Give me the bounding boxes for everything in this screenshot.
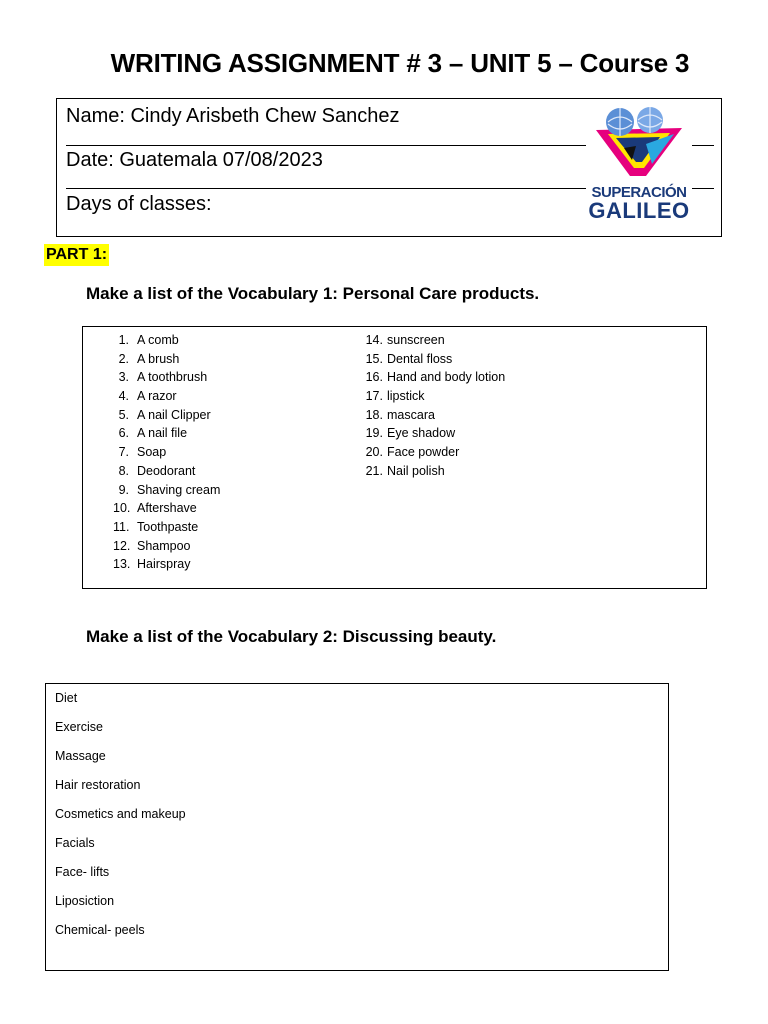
list-item [113, 406, 220, 425]
list-item: Face- lifts [55, 865, 110, 879]
list-item: Hair restoration [55, 778, 141, 792]
list-item-text: Shampoo [137, 538, 191, 553]
list-item-number: 16. [365, 370, 383, 385]
list-item-number: 19. [365, 426, 383, 441]
list-item [113, 443, 220, 462]
list-item-text: Hairspray [137, 557, 191, 572]
list-item-text: A razor [137, 389, 177, 404]
name-underline-end [692, 145, 714, 146]
list-item [363, 424, 505, 443]
list-item [363, 443, 505, 462]
list-item-text: sunscreen [387, 333, 445, 347]
list-item-number: 8. [118, 463, 129, 478]
list-item-text: lipstick [387, 389, 425, 404]
list-item: Facials [55, 836, 95, 850]
superacion-galileo-logo [584, 104, 694, 224]
list-item [113, 518, 220, 537]
vocab1-box [82, 326, 707, 589]
list-item-number: 18. [365, 407, 383, 422]
list-item-text: Aftershave [137, 501, 197, 516]
vocab2-heading: Make a list of the Vocabulary 2: Discussing beauty. [86, 627, 497, 646]
list-item-number: 17. [365, 389, 383, 404]
list-item-number: 3. [118, 370, 129, 385]
list-item [113, 424, 220, 443]
list-item: Cosmetics and makeup [55, 807, 186, 821]
list-item-text: A nail file [137, 426, 188, 441]
list-item-text: A comb [137, 333, 179, 347]
list-item-text: Soap [137, 445, 167, 460]
vocab2-list [55, 688, 186, 949]
list-item-number: 14. [365, 333, 383, 347]
list-item [113, 368, 220, 387]
list-item [113, 499, 220, 518]
vocab1-column-1 [113, 331, 220, 574]
list-item-text: Face powder [387, 445, 460, 460]
list-item-number: 15. [365, 351, 383, 366]
list-item-number: 21. [365, 463, 383, 478]
list-item [113, 537, 220, 556]
logo-emblem-icon [584, 104, 694, 184]
list-item-text: Nail polish [387, 463, 445, 478]
list-item [363, 406, 505, 425]
list-item [363, 331, 505, 350]
list-item [113, 462, 220, 481]
list-item-number: 11. [113, 519, 130, 534]
list-item-number: 13. [113, 557, 131, 572]
name-underline [66, 145, 586, 146]
list-item [113, 481, 220, 500]
list-item: Exercise [55, 720, 103, 734]
list-item-text: A toothbrush [137, 370, 208, 385]
list-item-number: 7. [118, 445, 129, 460]
list-item [363, 387, 505, 406]
list-item-number: 2. [118, 351, 129, 366]
logo-text-galileo: GALILEO [588, 198, 690, 223]
list-item-number: 1. [118, 333, 129, 347]
days-field: Days of classes: [66, 193, 212, 215]
list-item-text: mascara [387, 407, 435, 422]
name-field: Name: Cindy Arisbeth Chew Sanchez [66, 105, 400, 127]
list-item-text: Eye shadow [387, 426, 456, 441]
list-item-number: 12. [113, 538, 131, 553]
list-item-text: Deodorant [137, 463, 196, 478]
list-item-number: 5. [118, 407, 129, 422]
date-underline [66, 188, 586, 189]
list-item: Chemical- peels [55, 923, 145, 937]
list-item-number: 6. [118, 426, 129, 441]
list-item-number: 9. [118, 482, 129, 497]
vocab1-heading: Make a list of the Vocabulary 1: Personal Care products. [86, 284, 540, 303]
page-title: WRITING ASSIGNMENT # 3 – UNIT 5 – Course 3 [110, 48, 690, 78]
list-item [113, 350, 220, 369]
list-item-text: Toothpaste [137, 519, 199, 534]
list-item: Liposiction [55, 894, 115, 908]
list-item [113, 555, 220, 574]
list-item-text: A brush [137, 351, 180, 366]
list-item [363, 350, 505, 369]
list-item [363, 462, 505, 481]
list-item-text: Shaving cream [137, 482, 221, 497]
list-item-text: A nail Clipper [137, 407, 211, 422]
list-item-text: Hand and body lotion [387, 370, 506, 385]
list-item: Massage [55, 749, 106, 763]
vocab2-box [45, 683, 669, 971]
list-item [363, 368, 505, 387]
list-item-number: 4. [118, 389, 129, 404]
logo-text-superacion: SUPERACIÓN [591, 184, 687, 201]
vocab1-column-2 [363, 331, 505, 481]
date-field: Date: Guatemala 07/08/2023 [66, 149, 323, 171]
list-item [113, 387, 220, 406]
list-item: Diet [55, 691, 78, 705]
list-item-text: Dental floss [387, 351, 453, 366]
list-item [113, 331, 220, 350]
list-item-number: 20. [365, 445, 383, 460]
list-item-number: 10. [113, 501, 131, 516]
date-underline-end [692, 188, 714, 189]
part-label: PART 1: [44, 244, 109, 266]
